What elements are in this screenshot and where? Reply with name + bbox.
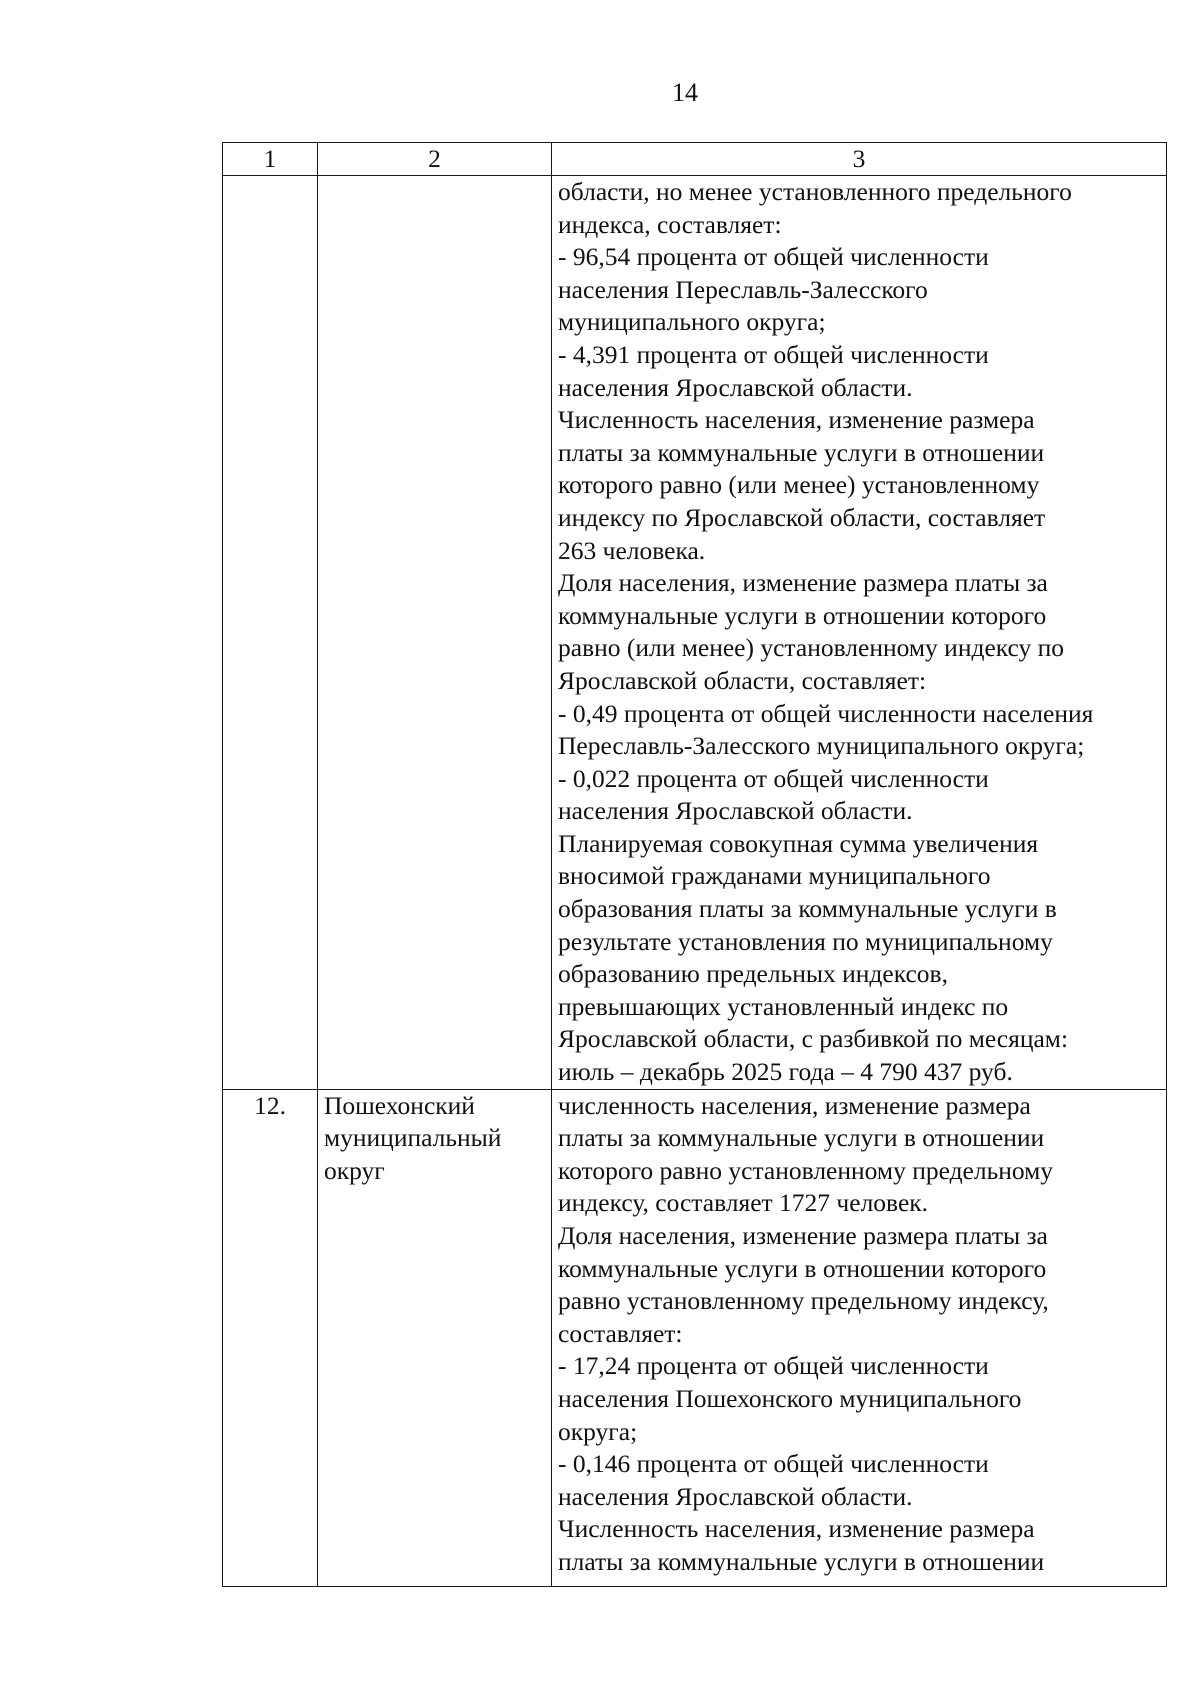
text-line: Доля населения, изменение размера платы за [558,568,1048,598]
text-line: равно (или менее) установленному индексу по [558,633,1065,663]
municipality-name-cell [318,176,552,1090]
text-line: которого равно установленному предельному [558,1155,1054,1185]
text-line: Доля населения, изменение размера платы за [558,1221,1048,1250]
row-number-cell [223,176,318,1090]
text-line: образованию предельных индексов, [558,959,948,989]
text-line: муниципальный [324,1123,502,1153]
text-line: индексу, составляет 1727 человек. [558,1188,929,1218]
text-line: коммунальные услуги в отношении которого [558,1253,1047,1283]
document-table [222,142,1167,1587]
text-line: платы за коммунальные услуги в отношении [558,1123,1045,1153]
municipality-name-cell [318,1089,552,1586]
text-line: Ярославской области, составляет: [558,665,927,695]
text-line: - 96,54 процента от общей численности [558,242,989,272]
text-line: области, но менее установленного предельного [558,177,1072,206]
text-line: муниципального округа; [558,307,826,337]
text-line: Численность населения, изменение размера [558,1514,1035,1544]
text-line: округ [324,1155,385,1185]
text-line: индексу по Ярославской области, составляет [558,502,1046,532]
text-line: индекса, составляет: [558,209,782,239]
text-line: - 0,146 процента от общей численности [558,1449,989,1479]
description-cell [552,176,1167,1090]
text-line: составляет: [558,1318,683,1348]
text-line: численность населения, изменение размера [558,1090,1031,1120]
text-line: превышающих установленный индекс по [558,991,1009,1021]
text-line: платы за коммунальные услуги в отношении [558,437,1045,467]
table-row [223,176,1167,1090]
text-line: населения Пошехонского муниципального [558,1383,1022,1413]
text-line: июль – декабрь 2025 года – 4 790 437 руб. [558,1057,1013,1087]
text-line: - 4,391 процента от общей численности [558,339,989,369]
text-line: Ярославской области, с разбивкой по месяцам: [558,1024,1069,1054]
table-header-row [223,143,1167,176]
text-line: коммунальные услуги в отношении которого [558,600,1047,630]
description-cell [552,1089,1167,1586]
column-header-2: 2 [318,143,552,176]
text-line: - 17,24 процента от общей численности [558,1351,989,1381]
text-line: образования платы за коммунальные услуги в [558,894,1057,924]
column-header-1: 1 [223,143,318,176]
text-line: результате установления по муниципальному [558,926,1053,956]
text-line: - 0,49 процента от общей численности населения [558,698,1094,728]
page-number: 14 [672,78,698,107]
column-header-3: 3 [552,143,1167,176]
row-number-cell: 12. [223,1089,318,1586]
text-line: Планируемая совокупная сумма увеличения [558,828,1039,858]
text-line: населения Ярославской области. [558,796,913,826]
text-line: которого равно (или менее) установленному [558,470,1040,500]
text-line: - 0,022 процента от общей численности [558,763,989,793]
table-row [223,1089,1167,1586]
text-line: Пошехонский [324,1090,475,1120]
text-line: равно установленному предельному индексу, [558,1286,1049,1316]
text-line: населения Ярославской области. [558,372,913,402]
text-line: вносимой гражданами муниципального [558,861,991,891]
text-line: населения Ярославской области. [558,1481,913,1511]
text-line: населения Переславль-Залесского [558,274,928,304]
text-line: Переславль-Залесского муниципального округа; [558,731,1085,761]
text-line: 263 человека. [558,535,706,565]
text-line: округа; [558,1416,638,1446]
text-line: платы за коммунальные услуги в отношении [558,1546,1045,1576]
text-line: Численность населения, изменение размера [558,405,1035,435]
